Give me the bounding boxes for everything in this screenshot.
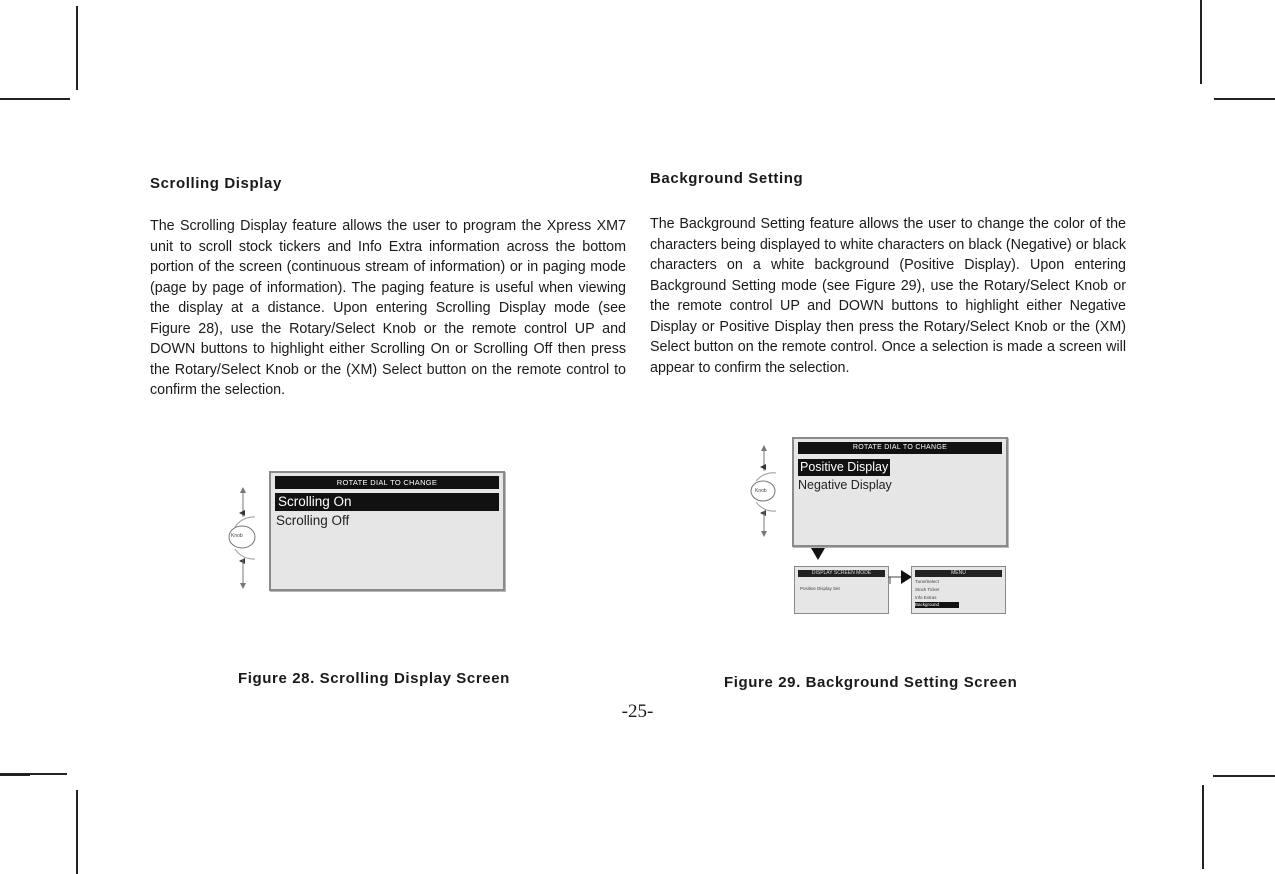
crop-mark-top-left-horizontal <box>0 98 70 100</box>
crop-mark-top-left-vertical <box>76 6 78 90</box>
crop-mark-bottom-right-vertical <box>1202 785 1204 869</box>
lcd-header: ROTATE DIAL TO CHANGE <box>798 442 1002 454</box>
option-scrolling-off[interactable]: Scrolling Off <box>276 513 350 528</box>
crop-mark-top-right-horizontal <box>1214 98 1275 100</box>
crop-mark-top-right-vertical <box>1200 0 1202 84</box>
confirmation-screen <box>794 566 889 614</box>
down-arrow-icon <box>811 548 825 560</box>
section-heading: Scrolling Display <box>150 175 282 192</box>
page-number: -25- <box>621 701 654 722</box>
figure-28-caption: Figure 28. Scrolling Display Screen <box>238 670 510 687</box>
section-paragraph: The Background Setting feature allows the user to change the color of the characters being displayed to white characters on black (Negative) or black characters on a white background (Positive Display). Upon entering Background Setting mode (see Figure 29), use the Rotary/Select Knob or the remote control UP and DOWN buttons to highlight either Negative Display or Positive Display then press the Rotary/Select Knob or the (XM) Select button on the remote control. Once a selection is made a screen will appear to confirm the selection. <box>650 216 1126 376</box>
lcd-header: ROTATE DIAL TO CHANGE <box>275 476 499 489</box>
crop-mark-bottom-right-horizontal <box>1213 775 1275 777</box>
option-scrolling-on[interactable]: Scrolling On <box>275 493 499 511</box>
option-positive-display[interactable]: Positive Display <box>800 460 889 474</box>
option-negative-display[interactable]: Negative Display <box>798 478 892 492</box>
scrolling-display-section <box>150 175 626 401</box>
knob-diagram-fig29 <box>748 445 788 545</box>
menu-item-selected[interactable]: Background <box>915 602 959 608</box>
menu-item[interactable]: Tune/Select <box>915 579 939 584</box>
menu-item[interactable]: Info Extras <box>915 595 937 600</box>
menu-screen <box>911 566 1006 614</box>
confirm-text: Positive Display Set <box>800 586 840 591</box>
figure-29-caption: Figure 29. Background Setting Screen <box>724 674 1018 691</box>
arrow-right-icon <box>888 570 912 584</box>
section-heading: Background Setting <box>650 170 804 187</box>
knob-label: Knob <box>755 488 767 494</box>
menu-item[interactable]: Stock Ticker <box>915 587 940 592</box>
background-setting-lcd <box>792 437 1008 547</box>
crop-mark-bottom-left-vertical <box>76 790 78 874</box>
section-paragraph: The Scrolling Display feature allows the user to program the Xpress XM7 unit to scroll stock tickers and Info Extra information across the bottom portion of the screen (continuous stream of information) or in paging mode (page by page of information). The paging feature is useful when viewing the display at a distance. Upon entering Scrolling Display mode (see Figure 28), use the Rotary/Select Knob or the remote control UP and DOWN buttons to highlight either Scrolling On or Scrolling Off then press the Rotary/Select Knob or the (XM) Select button on the remote control to confirm the selection. <box>150 218 626 398</box>
scrolling-display-lcd <box>269 471 505 591</box>
menu-header: MENU <box>915 570 1002 577</box>
background-setting-section <box>650 170 1126 378</box>
knob-diagram-fig28 <box>225 487 265 597</box>
confirm-header: DISPLAY SCREEN MODE <box>798 570 885 577</box>
crop-mark-bottom-left-horizontal-thick <box>0 773 30 776</box>
knob-label: Knob <box>231 533 243 539</box>
